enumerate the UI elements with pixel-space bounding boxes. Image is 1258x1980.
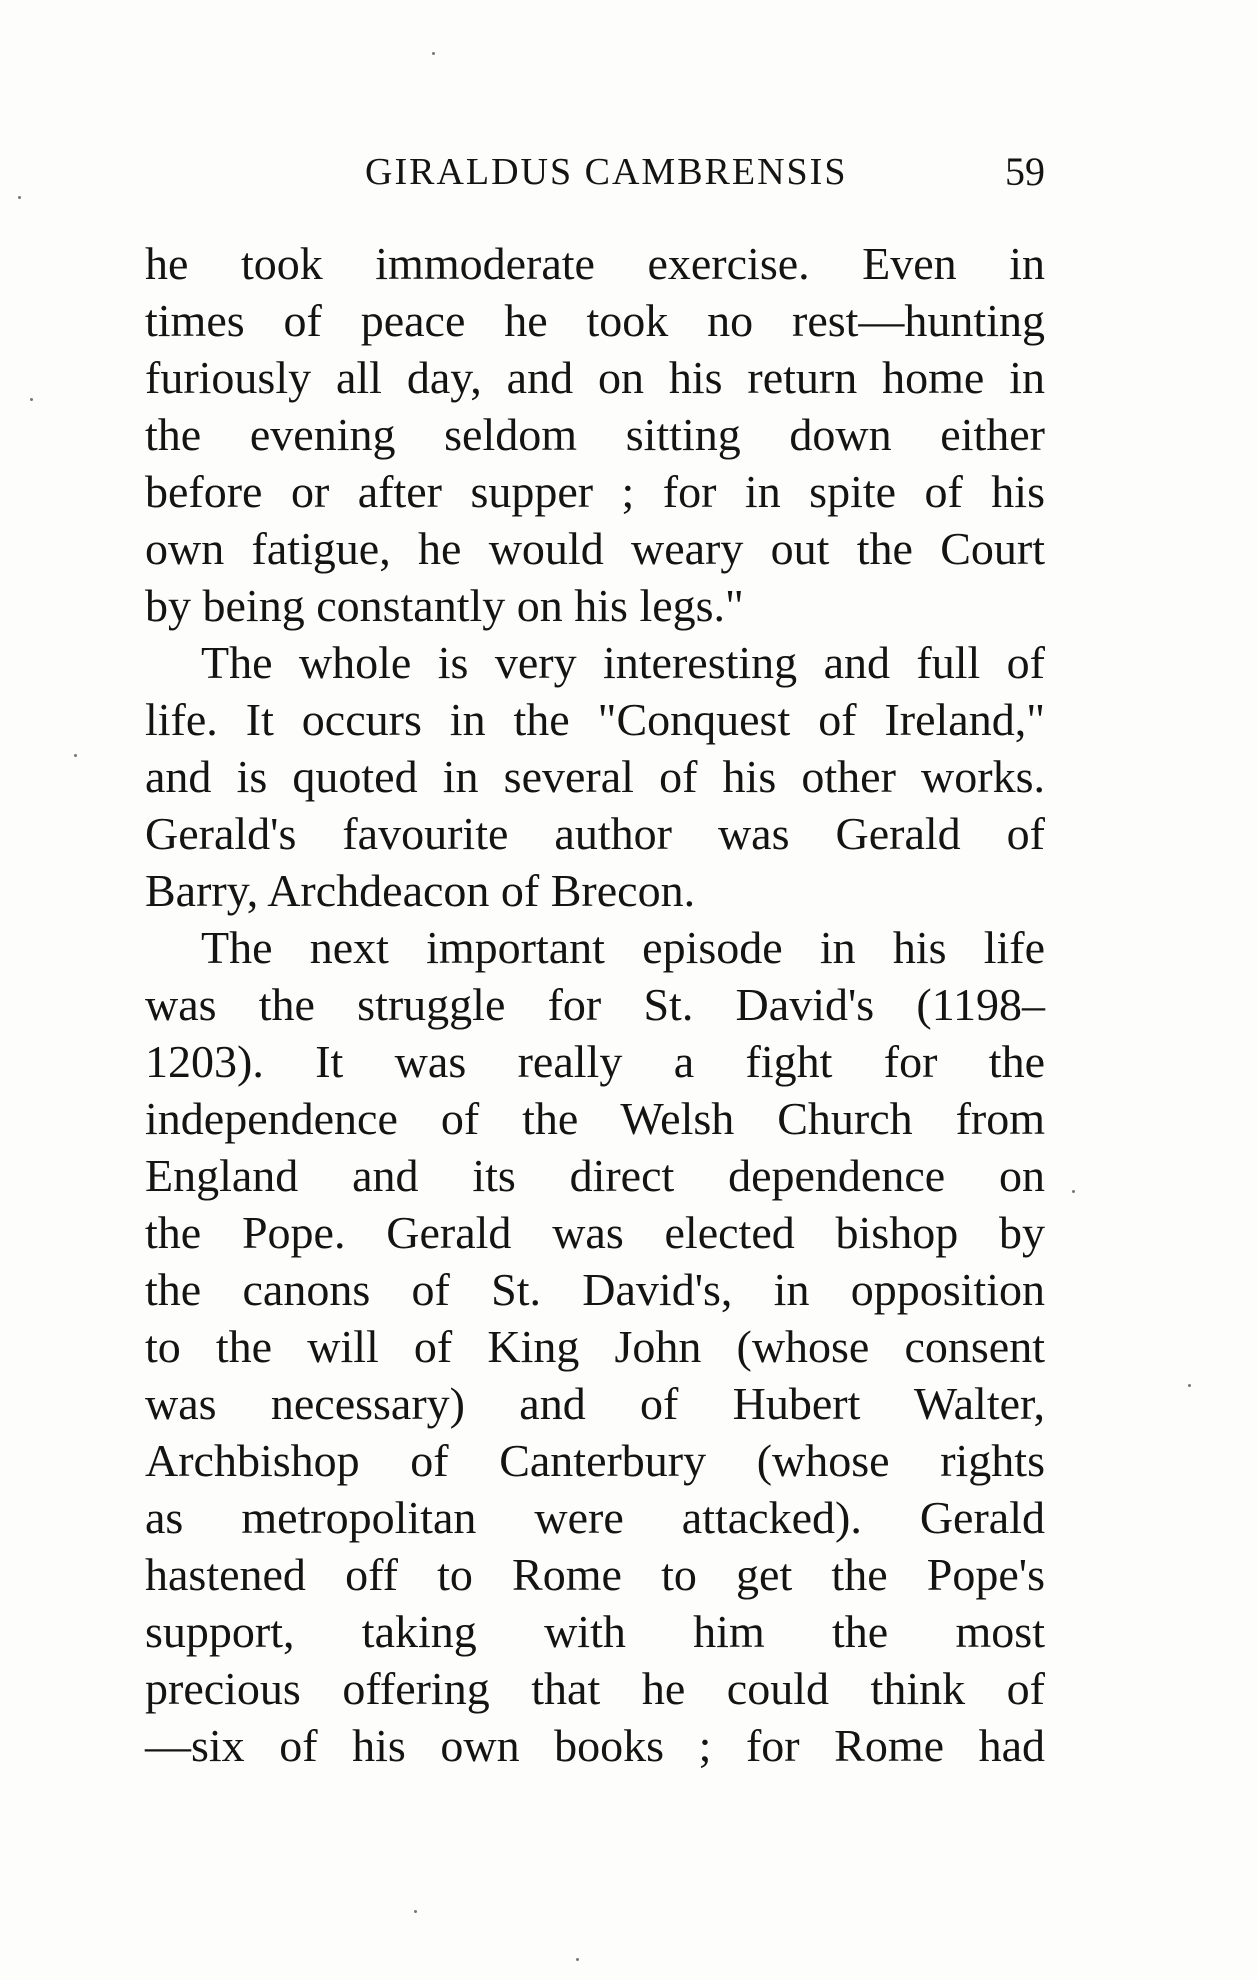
page-number: 59 xyxy=(1005,149,1045,194)
running-title: GIRALDUS CAMBRENSIS xyxy=(365,151,848,193)
scan-speck xyxy=(432,52,435,55)
scan-speck xyxy=(30,398,33,401)
text-line: Barry, Archdeacon of Brecon. xyxy=(145,865,696,916)
text-line: hastened off to Rome to get the Pope's xyxy=(145,1549,1045,1600)
text-line: to the will of King John (whose consent xyxy=(145,1321,1045,1372)
text-line: the evening seldom sitting down either xyxy=(145,409,1045,460)
text-line: precious offering that he could think of xyxy=(145,1663,1045,1714)
text-line: the canons of St. David's, in opposition xyxy=(145,1264,1045,1315)
text-line: times of peace he took no rest—hunting xyxy=(145,295,1045,346)
text-line: —six of his own books ; for Rome had xyxy=(145,1720,1045,1771)
scan-speck xyxy=(74,754,77,757)
text-line: England and its direct dependence on xyxy=(145,1150,1045,1201)
text-line: own fatigue, he would weary out the Court xyxy=(145,523,1045,574)
text-line: the Pope. Gerald was elected bishop by xyxy=(145,1207,1045,1258)
running-head xyxy=(145,142,1045,202)
text-line: The next important episode in his life xyxy=(201,922,1045,973)
text-line: The whole is very interesting and full of xyxy=(201,637,1045,688)
text-line: by being constantly on his legs." xyxy=(145,580,744,631)
scan-speck xyxy=(1072,1190,1075,1193)
text-line: he took immoderate exercise. Even in xyxy=(145,238,1045,289)
scan-speck xyxy=(414,1910,417,1913)
text-line: 1203). It was really a fight for the xyxy=(145,1036,1045,1087)
scan-speck xyxy=(1188,1384,1191,1387)
scan-speck xyxy=(576,1958,579,1961)
text-line: was necessary) and of Hubert Walter, xyxy=(145,1378,1045,1429)
text-line: life. It occurs in the "Conquest of Ireland," xyxy=(145,694,1045,745)
body-text xyxy=(145,235,1045,1774)
text-line: and is quoted in several of his other works. xyxy=(145,751,1045,802)
text-line: support, taking with him the most xyxy=(145,1606,1045,1657)
text-line: Gerald's favourite author was Gerald of xyxy=(145,808,1045,859)
scan-speck xyxy=(18,196,21,199)
text-line: furiously all day, and on his return home in xyxy=(145,352,1045,403)
text-line: as metropolitan were attacked). Gerald xyxy=(145,1492,1045,1543)
text-line: was the struggle for St. David's (1198– xyxy=(145,979,1045,1030)
text-line: Archbishop of Canterbury (whose rights xyxy=(145,1435,1045,1486)
text-line: independence of the Welsh Church from xyxy=(145,1093,1045,1144)
text-line: before or after supper ; for in spite of his xyxy=(145,466,1045,517)
